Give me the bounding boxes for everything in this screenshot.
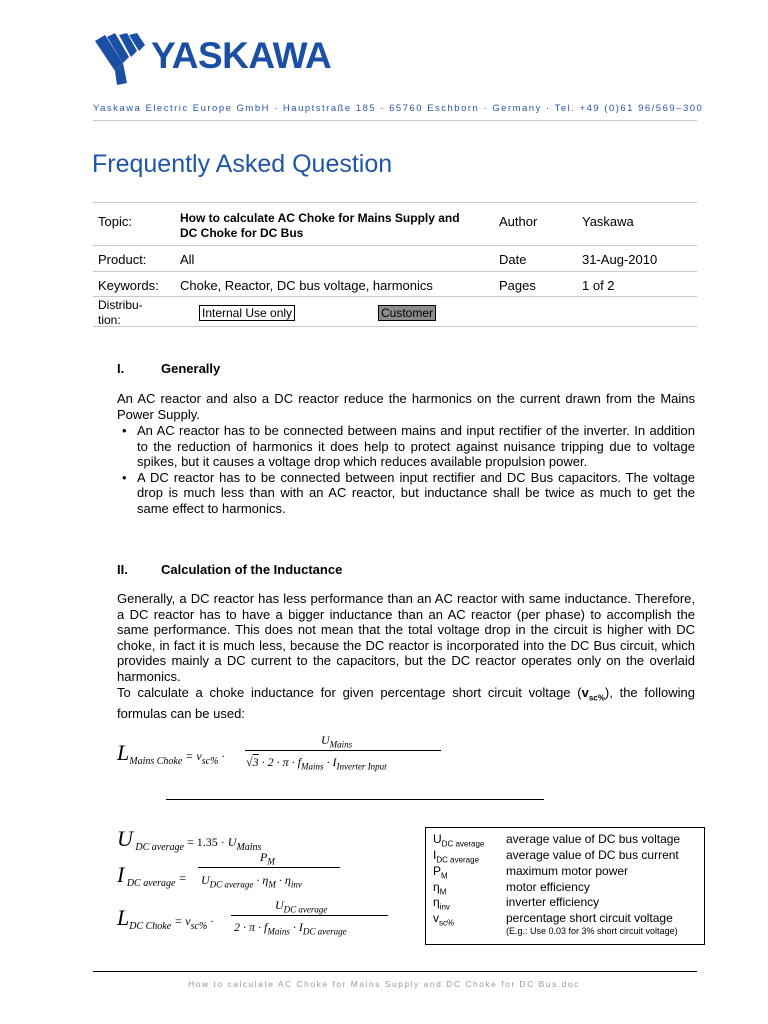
formula-intro-b: ), the following formulas can be used: [117,685,695,722]
distribution-label-2: tion: [98,312,121,327]
legend-subscript: M [441,871,448,881]
section-1-title: Generally [161,361,221,376]
formula-separator [166,799,544,800]
formula-dc-choke-lhs: $L_{DC Choke} = v_{sc\%}$ · [117,905,214,933]
formula-mains-choke-lhs: $L_{Mains Choke} = v_{sc\%}$ · [117,740,225,768]
formula-dc-denominator: $2 \cdot \pi \cdot f_{Mains} \cdot I_{DC average}$ [234,920,347,937]
section-2-paragraph: Generally, a DC reactor has less performance than an AC reactor with same inductance. Therefore, a DC reactor has to have a bigger inductance than an AC reactor (per phase) to accomplish the same performance. This does not mean that the total voltage drop in the circuit is higher with DC choke, in fact it is much less, because the DC reactor is incorporated into the DC Bus circuit, which provides mainly a DC current to the capacitors, but the DC reactor operates only on the overlaid harmonics. [117,591,695,684]
legend-symbol: I [433,848,437,862]
yaskawa-logo-text: YASKAWA [151,35,332,76]
author-value: Yaskawa [582,214,634,229]
date-value: 31-Aug-2010 [582,252,658,267]
distribution-label [98,298,143,327]
meta-rule-3 [93,296,697,297]
formula-idc-denominator: $U_{DC average} \cdot \eta_M \cdot \eta_{inv}$ [201,873,302,890]
internal-use-checkbox[interactable]: Internal Use only [199,305,295,321]
legend-description: average value of DC bus voltage [506,832,681,846]
formula-idc-numerator: $P_M$ [260,850,275,867]
topic-line-2: DC Choke for DC Bus [180,226,304,240]
legend-symbol: η [433,895,440,909]
topic-line-1: How to calculate AC Choke for Mains Supply and [180,211,460,225]
formula-intro-a: To calculate a choke inductance for given percentage short circuit voltage ( [117,685,582,700]
legend-description: inverter efficiency [506,895,600,909]
legend-subscript: DC average [441,839,485,849]
legend-subscript: sc% [439,918,455,928]
bullet-item-2: • A DC reactor has to be connected between input rectifier and DC Bus capacitors. The voltage drop is much less than with an AC reactor, but inductance shall be twice as much to get the same effect to harmonics. [117,470,695,517]
legend-symbol: P [433,864,442,878]
section-1-bullets [117,423,695,517]
legend-description: average value of DC bus current [506,848,679,862]
legend-symbol: U [433,832,442,846]
formula-dc-numerator: $U_{DC average}$ [275,898,328,915]
customer-checkbox[interactable]: Customer [378,305,436,321]
pages-label: Pages [499,278,536,293]
topic-value [180,211,460,241]
author-label: Author [499,214,538,229]
date-label: Date [499,252,527,267]
keywords-label: Keywords: [98,278,159,293]
bullet-item-1: • An AC reactor has to be connected between mains and input rectifier of the inverter. In addition to the reduction of harmonics it does help to protect against nuisance tripping due to voltage spikes, but it causes a voltage drop which reduces available propulsion power. [117,423,695,470]
company-address: Yaskawa Electric Europe GmbH · Hauptstraße 185 · 65760 Eschborn · Germany · Tel. +49 (0)61 96/569–300 [93,103,704,114]
legend-description: maximum motor power [506,864,629,878]
formula-udc: U $_{DC average} = 1.35 \cdot U_{Mains}$ [117,826,262,854]
formula-idc-lhs: I $_{DC average}$ = [117,862,187,890]
distribution-label-1: Distribu- [98,298,143,312]
legend-symbol: v [433,911,439,925]
formula-intro [117,685,695,722]
footer-divider [93,971,697,972]
legend-subscript: DC average [436,855,480,865]
formula-idc-fraction-bar [198,867,340,868]
formula-intro-subscript: sc% [588,693,605,703]
product-value: All [180,252,195,267]
meta-rule-1 [93,245,697,246]
pages-value: 1 of 2 [582,278,615,293]
meta-top-rule [93,202,697,203]
legend-subscript: inv [439,902,450,912]
legend-description: motor efficiency [506,880,590,894]
formula-intro-symbol: v [581,685,589,700]
yaskawa-logo-mark [93,33,147,85]
section-2-number: II. [117,562,128,577]
meta-rule-2 [93,271,697,272]
page-title: Frequently Asked Question [92,150,393,178]
footer-filename: How to calculate AC Choke for Mains Supply and DC Choke for DC Bus.doc [188,979,580,989]
section-2-title: Calculation of the Inductance [161,562,343,577]
formula-mains-numerator: $U_{Mains}$ [321,733,353,750]
header-divider [93,120,697,121]
product-label: Product: [98,252,147,267]
formula-dc-fraction-bar [231,915,388,916]
legend-subscript: M [439,887,447,897]
yaskawa-logo [93,33,333,85]
formula-mains-fraction-bar [245,750,441,751]
section-1-number: I. [117,361,125,376]
legend-note: (E.g.: Use 0.03 for 3% short circuit voltage) [506,926,678,936]
formula-mains-denominator: $√3 \cdot 2 \cdot \pi \cdot f_{Mains} \cdot I_{Inverter Input}$ [246,755,387,772]
keywords-value: Choke, Reactor, DC bus voltage, harmonics [180,278,433,293]
meta-bottom-rule [93,326,697,327]
legend-description: percentage short circuit voltage [506,911,673,925]
symbol-legend [425,827,705,945]
legend-symbol: η [433,880,440,894]
section-1-intro: An AC reactor and also a DC reactor reduce the harmonics on the current drawn from the Mains Power Supply. [117,391,695,422]
topic-label: Topic: [98,214,132,229]
